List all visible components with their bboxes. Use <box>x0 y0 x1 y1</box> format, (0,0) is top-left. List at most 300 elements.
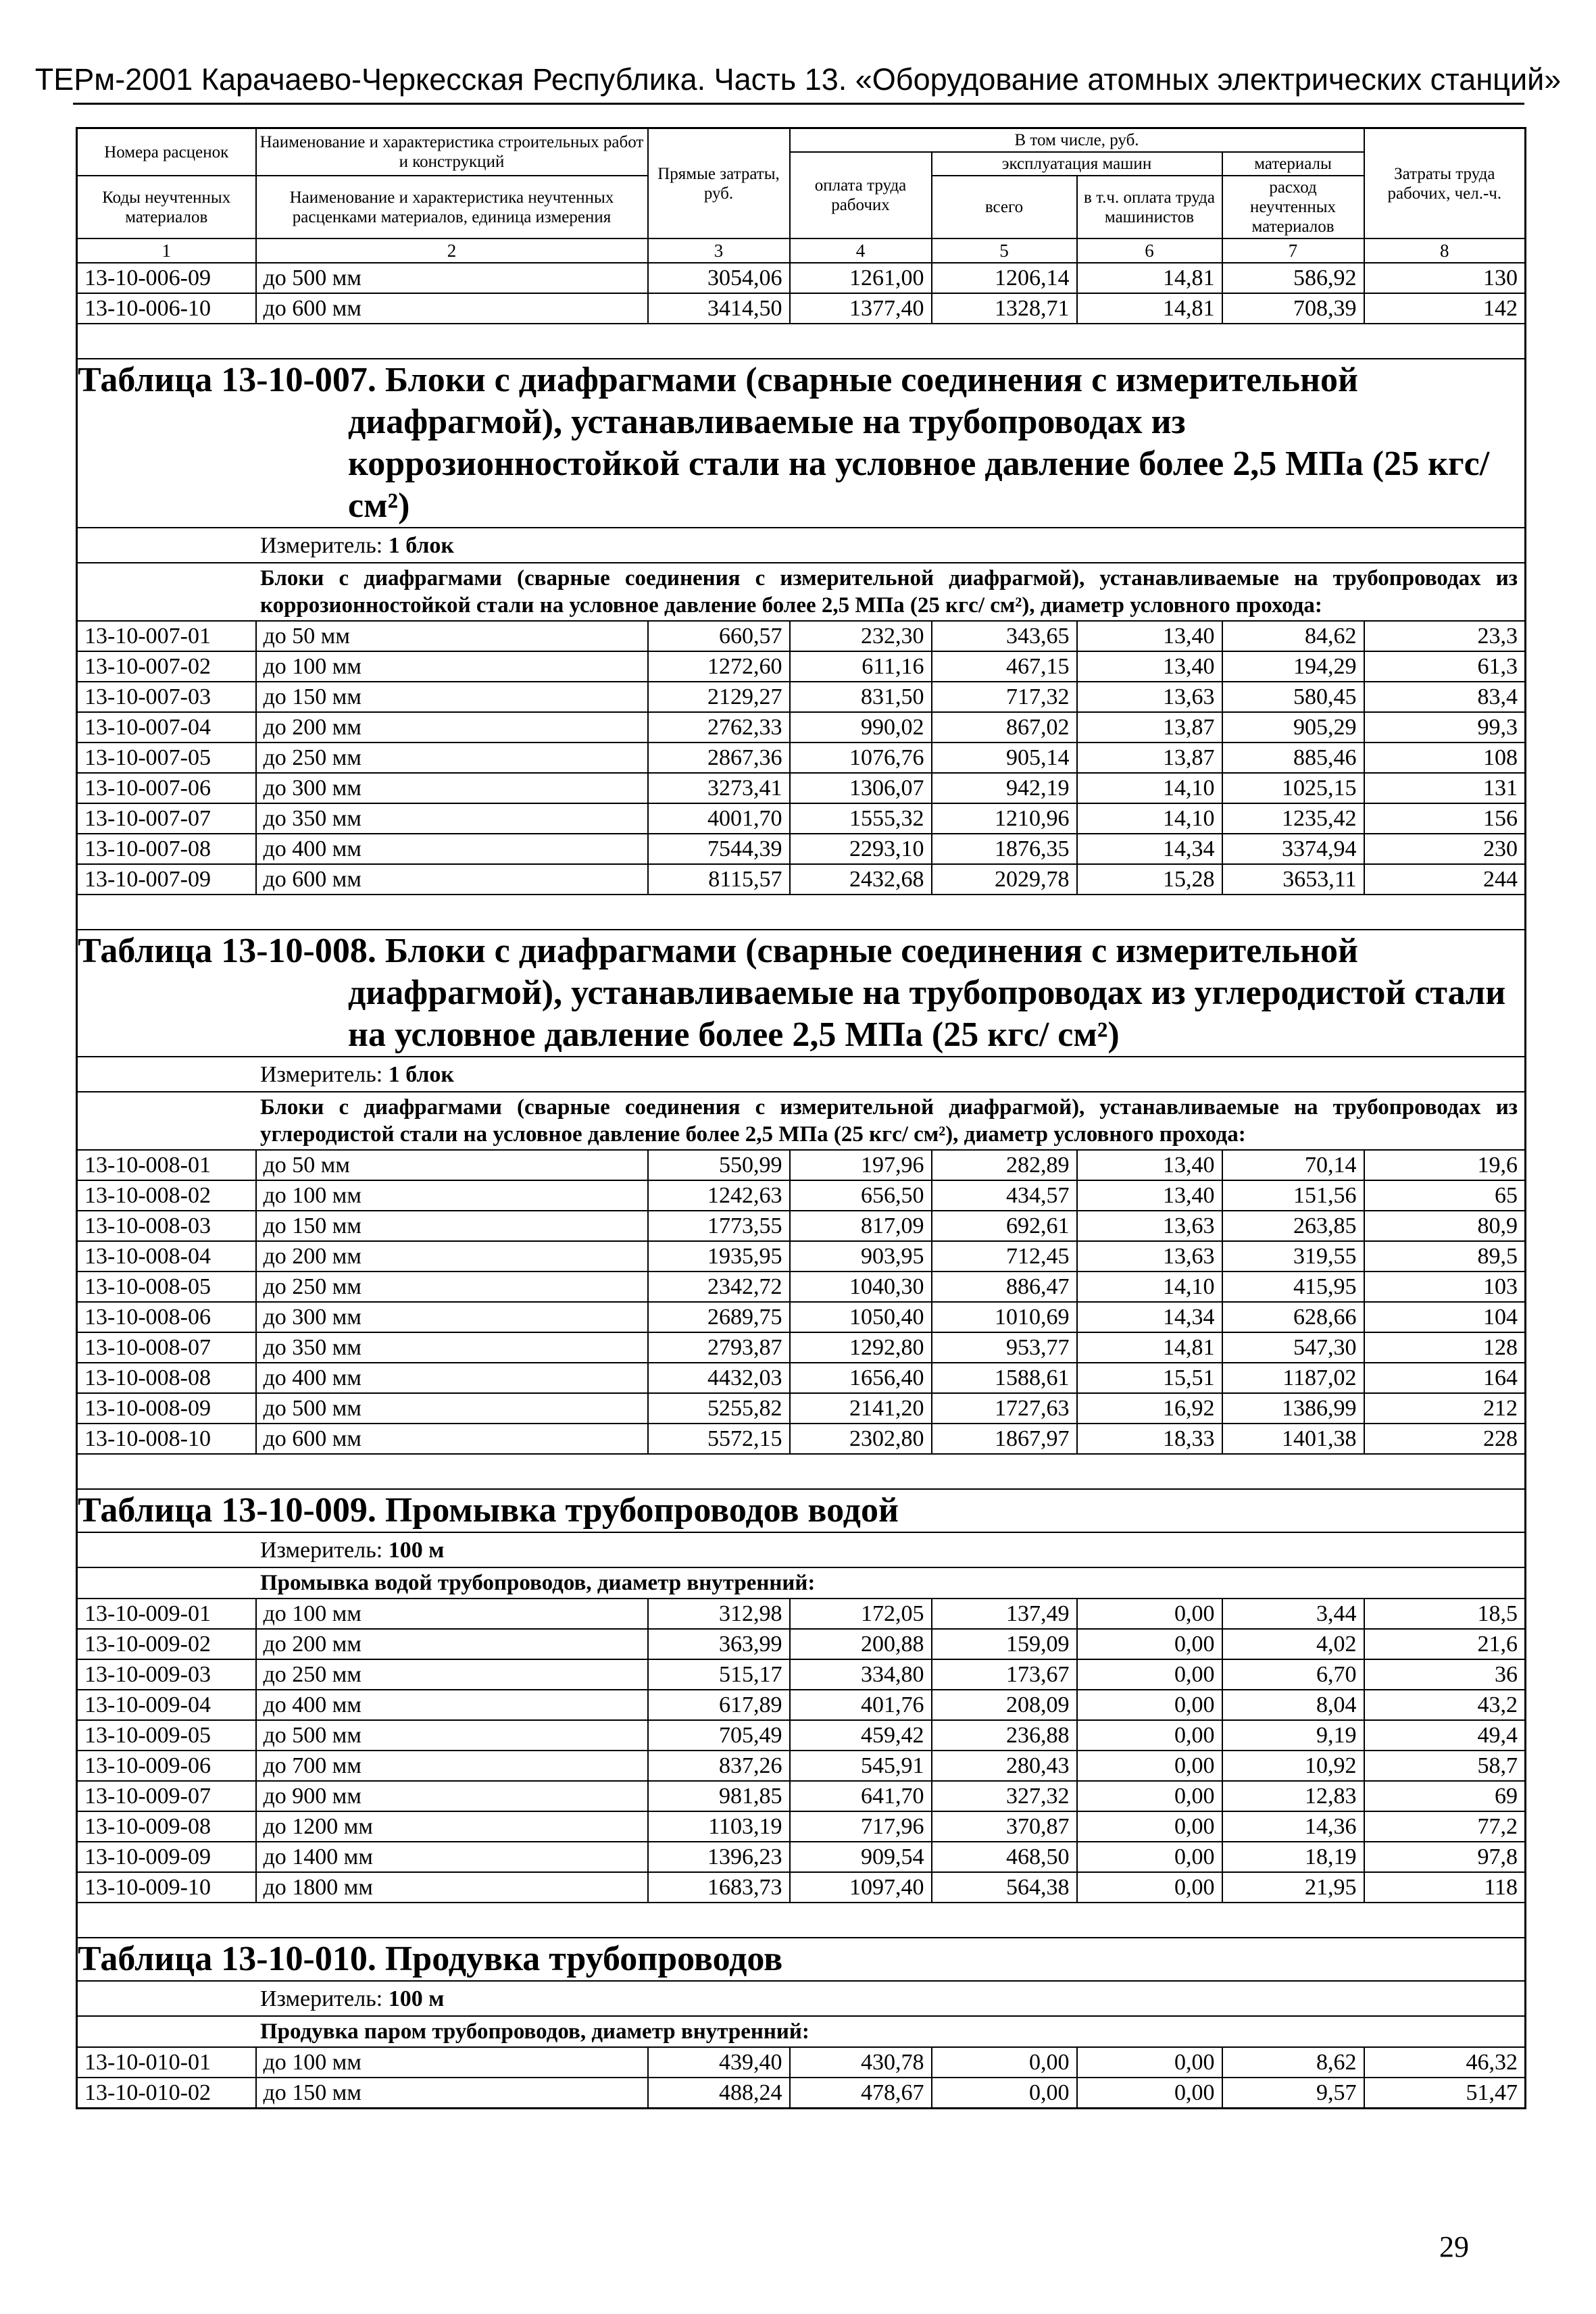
direct-costs-cell: 2762,33 <box>648 712 790 743</box>
direct-costs-cell: 488,24 <box>648 2078 790 2109</box>
rate-code-cell: 13-10-007-07 <box>77 803 256 834</box>
labor-hours-cell: 69 <box>1364 1781 1526 1811</box>
table-row <box>77 263 1526 293</box>
direct-costs-cell: 2793,87 <box>648 1332 790 1363</box>
section-subtitle-row <box>77 1092 1526 1150</box>
direct-costs-cell: 1242,63 <box>648 1180 790 1211</box>
rate-code-cell: 13-10-008-10 <box>77 1424 256 1454</box>
materials-cell: 8,04 <box>1222 1690 1364 1720</box>
materials-cell: 1386,99 <box>1222 1393 1364 1424</box>
work-description-cell: до 100 мм <box>256 1180 648 1211</box>
materials-cell: 415,95 <box>1222 1272 1364 1302</box>
section-subtitle-row <box>77 2016 1526 2047</box>
direct-costs-cell: 1396,23 <box>648 1842 790 1872</box>
direct-costs-cell: 2689,75 <box>648 1302 790 1332</box>
table-row <box>77 621 1526 651</box>
worker-wages-cell: 430,78 <box>790 2047 932 2078</box>
direct-costs-cell: 617,89 <box>648 1690 790 1720</box>
section-title-row <box>77 359 1526 528</box>
meter-value: 1 блок <box>388 1061 455 1087</box>
machinists-wages-cell: 13,87 <box>1077 743 1222 773</box>
labor-hours-cell: 131 <box>1364 773 1526 803</box>
direct-costs-cell: 4001,70 <box>648 803 790 834</box>
machines-total-cell: 1010,69 <box>932 1302 1077 1332</box>
work-description-cell: до 50 мм <box>256 1150 648 1180</box>
table-row <box>77 1302 1526 1332</box>
header-row-1 <box>77 128 1526 153</box>
column-numbers-row <box>77 238 1526 263</box>
machinists-wages-cell: 14,81 <box>1077 263 1222 293</box>
materials-cell: 3,44 <box>1222 1599 1364 1629</box>
table-row <box>77 864 1526 895</box>
section-subtitle: Продувка паром трубопроводов, диаметр внутренний: <box>77 2016 1526 2047</box>
page-header: ТЕРм-2001 Карачаево-Черкесская Республика. Часть 13. «Оборудование атомных электрических станций» <box>34 62 1562 97</box>
direct-costs-cell: 5255,82 <box>648 1393 790 1424</box>
table-row <box>77 1150 1526 1180</box>
direct-costs-cell: 5572,15 <box>648 1424 790 1454</box>
materials-cell: 9,19 <box>1222 1720 1364 1751</box>
table-row <box>77 834 1526 864</box>
col-rate-number-header: Номера расценок <box>77 128 256 176</box>
machines-total-cell: 717,32 <box>932 682 1077 712</box>
direct-costs-cell: 1773,55 <box>648 1211 790 1241</box>
machines-total-cell: 159,09 <box>932 1629 1077 1659</box>
col-including-group-header: В том числе, руб. <box>790 128 1364 153</box>
machinists-wages-cell: 13,40 <box>1077 651 1222 682</box>
worker-wages-cell: 909,54 <box>790 1842 932 1872</box>
rate-code-cell: 13-10-009-04 <box>77 1690 256 1720</box>
meter-label: Измеритель: <box>260 1061 383 1087</box>
worker-wages-cell: 641,70 <box>790 1781 932 1811</box>
worker-wages-cell: 1292,80 <box>790 1332 932 1363</box>
rate-code-cell: 13-10-009-05 <box>77 1720 256 1751</box>
machines-total-cell: 942,19 <box>932 773 1077 803</box>
labor-hours-cell: 164 <box>1364 1363 1526 1393</box>
worker-wages-cell: 2432,68 <box>790 864 932 895</box>
section-meter-row <box>77 528 1526 563</box>
materials-cell: 708,39 <box>1222 293 1364 324</box>
worker-wages-cell: 1076,76 <box>790 743 932 773</box>
machines-total-cell: 0,00 <box>932 2047 1077 2078</box>
column-number: 4 <box>790 238 932 263</box>
machines-total-cell: 282,89 <box>932 1150 1077 1180</box>
table-row <box>77 1599 1526 1629</box>
rate-code-cell: 13-10-009-07 <box>77 1781 256 1811</box>
section-meter <box>77 1532 1526 1567</box>
column-number: 1 <box>77 238 256 263</box>
machines-total-cell: 327,32 <box>932 1781 1077 1811</box>
work-description-cell: до 150 мм <box>256 1211 648 1241</box>
table-row <box>77 293 1526 324</box>
rate-code-cell: 13-10-007-04 <box>77 712 256 743</box>
col-material-codes-header: Коды неучтенных материалов <box>77 176 256 238</box>
col-machines-total-header: всего <box>932 176 1077 238</box>
worker-wages-cell: 197,96 <box>790 1150 932 1180</box>
section-title-text: Таблица 13-10-008. Блоки с диафрагмами (сварные соединения с измерительной диафрагмой), устанавливаемые на трубопроводах из углеродистой стали на условное давление более 2,5 МПа (25 кгс/ см²) <box>78 932 1506 1054</box>
rate-code-cell: 13-10-006-10 <box>77 293 256 324</box>
worker-wages-cell: 611,16 <box>790 651 932 682</box>
direct-costs-cell: 981,85 <box>648 1781 790 1811</box>
machines-total-cell: 208,09 <box>932 1690 1077 1720</box>
labor-hours-cell: 46,32 <box>1364 2047 1526 2078</box>
worker-wages-cell: 1306,07 <box>790 773 932 803</box>
labor-hours-cell: 65 <box>1364 1180 1526 1211</box>
work-description-cell: до 150 мм <box>256 2078 648 2109</box>
machines-total-cell: 137,49 <box>932 1599 1077 1629</box>
section-gap <box>77 895 1526 930</box>
table-row <box>77 1393 1526 1424</box>
column-number: 3 <box>648 238 790 263</box>
labor-hours-cell: 49,4 <box>1364 1720 1526 1751</box>
materials-cell: 4,02 <box>1222 1629 1364 1659</box>
direct-costs-cell: 363,99 <box>648 1629 790 1659</box>
labor-hours-cell: 108 <box>1364 743 1526 773</box>
section-gap <box>77 1454 1526 1489</box>
table-row <box>77 1363 1526 1393</box>
materials-cell: 3374,94 <box>1222 834 1364 864</box>
worker-wages-cell: 478,67 <box>790 2078 932 2109</box>
col-materials-header: материалы <box>1222 152 1364 176</box>
worker-wages-cell: 1656,40 <box>790 1363 932 1393</box>
worker-wages-cell: 200,88 <box>790 1629 932 1659</box>
labor-hours-cell: 228 <box>1364 1424 1526 1454</box>
labor-hours-cell: 212 <box>1364 1393 1526 1424</box>
machinists-wages-cell: 0,00 <box>1077 2047 1222 2078</box>
section-meter-row <box>77 1057 1526 1092</box>
worker-wages-cell: 459,42 <box>790 1720 932 1751</box>
rate-code-cell: 13-10-009-08 <box>77 1811 256 1842</box>
rate-code-cell: 13-10-007-05 <box>77 743 256 773</box>
materials-cell: 1025,15 <box>1222 773 1364 803</box>
labor-hours-cell: 83,4 <box>1364 682 1526 712</box>
rate-code-cell: 13-10-007-02 <box>77 651 256 682</box>
rate-code-cell: 13-10-009-02 <box>77 1629 256 1659</box>
rate-code-cell: 13-10-010-01 <box>77 2047 256 2078</box>
table-row <box>77 1332 1526 1363</box>
section-gap <box>77 895 1526 930</box>
direct-costs-cell: 3414,50 <box>648 293 790 324</box>
labor-hours-cell: 156 <box>1364 803 1526 834</box>
rate-code-cell: 13-10-008-01 <box>77 1150 256 1180</box>
labor-hours-cell: 244 <box>1364 864 1526 895</box>
direct-costs-cell: 550,99 <box>648 1150 790 1180</box>
column-number: 6 <box>1077 238 1222 263</box>
rate-code-cell: 13-10-008-08 <box>77 1363 256 1393</box>
rate-code-cell: 13-10-008-04 <box>77 1241 256 1272</box>
machines-total-cell: 692,61 <box>932 1211 1077 1241</box>
machinists-wages-cell: 15,51 <box>1077 1363 1222 1393</box>
labor-hours-cell: 230 <box>1364 834 1526 864</box>
direct-costs-cell: 312,98 <box>648 1599 790 1629</box>
work-description-cell: до 250 мм <box>256 1659 648 1690</box>
machinists-wages-cell: 14,10 <box>1077 1272 1222 1302</box>
section-meter-row <box>77 1532 1526 1567</box>
labor-hours-cell: 80,9 <box>1364 1211 1526 1241</box>
machines-total-cell: 468,50 <box>932 1842 1077 1872</box>
work-description-cell: до 700 мм <box>256 1751 648 1781</box>
direct-costs-cell: 515,17 <box>648 1659 790 1690</box>
labor-hours-cell: 77,2 <box>1364 1811 1526 1842</box>
machines-total-cell: 886,47 <box>932 1272 1077 1302</box>
labor-hours-cell: 19,6 <box>1364 1150 1526 1180</box>
column-number: 7 <box>1222 238 1364 263</box>
labor-hours-cell: 89,5 <box>1364 1241 1526 1272</box>
section-gap <box>77 324 1526 359</box>
work-description-cell: до 400 мм <box>256 834 648 864</box>
meter-label: Измеритель: <box>260 532 383 558</box>
work-description-cell: до 100 мм <box>256 651 648 682</box>
col-material-names-header: Наименование и характеристика неучтенных расценками материалов, единица измерения <box>256 176 648 238</box>
machinists-wages-cell: 0,00 <box>1077 1811 1222 1842</box>
machinists-wages-cell: 0,00 <box>1077 1872 1222 1903</box>
materials-cell: 12,83 <box>1222 1781 1364 1811</box>
worker-wages-cell: 1050,40 <box>790 1302 932 1332</box>
worker-wages-cell: 401,76 <box>790 1690 932 1720</box>
direct-costs-cell: 1272,60 <box>648 651 790 682</box>
rate-code-cell: 13-10-008-06 <box>77 1302 256 1332</box>
worker-wages-cell: 903,95 <box>790 1241 932 1272</box>
worker-wages-cell: 831,50 <box>790 682 932 712</box>
direct-costs-cell: 705,49 <box>648 1720 790 1751</box>
section-meter <box>77 528 1526 563</box>
table-row <box>77 773 1526 803</box>
work-description-cell: до 200 мм <box>256 712 648 743</box>
col-wages-header: оплата труда рабочих <box>790 152 932 238</box>
section-gap <box>77 1903 1526 1938</box>
materials-cell: 263,85 <box>1222 1211 1364 1241</box>
section-subtitle: Блоки с диафрагмами (сварные соединения с измерительной диафрагмой), устанавливаемые на трубопроводах из углеродистой стали на условное давление более 2,5 МПа (25 кгс/ см²), диаметр условного прохода: <box>77 1092 1526 1150</box>
machinists-wages-cell: 13,63 <box>1077 682 1222 712</box>
table-row <box>77 2078 1526 2109</box>
machines-total-cell: 173,67 <box>932 1659 1077 1690</box>
work-description-cell: до 1800 мм <box>256 1872 648 1903</box>
worker-wages-cell: 1555,32 <box>790 803 932 834</box>
table-row <box>77 1272 1526 1302</box>
column-number: 5 <box>932 238 1077 263</box>
materials-cell: 586,92 <box>1222 263 1364 293</box>
rate-code-cell: 13-10-009-06 <box>77 1751 256 1781</box>
work-description-cell: до 350 мм <box>256 803 648 834</box>
work-description-cell: до 350 мм <box>256 1332 648 1363</box>
labor-hours-cell: 142 <box>1364 293 1526 324</box>
machinists-wages-cell: 14,10 <box>1077 803 1222 834</box>
materials-cell: 547,30 <box>1222 1332 1364 1363</box>
machinists-wages-cell: 14,34 <box>1077 1302 1222 1332</box>
col-machines-header: эксплуатация машин <box>932 152 1222 176</box>
direct-costs-cell: 2867,36 <box>648 743 790 773</box>
machines-total-cell: 905,14 <box>932 743 1077 773</box>
direct-costs-cell: 1683,73 <box>648 1872 790 1903</box>
rate-code-cell: 13-10-008-07 <box>77 1332 256 1363</box>
materials-cell: 8,62 <box>1222 2047 1364 2078</box>
direct-costs-cell: 660,57 <box>648 621 790 651</box>
work-description-cell: до 500 мм <box>256 263 648 293</box>
machines-total-cell: 236,88 <box>932 1720 1077 1751</box>
worker-wages-cell: 717,96 <box>790 1811 932 1842</box>
machines-total-cell: 564,38 <box>932 1872 1077 1903</box>
col-materials-spend-header: расход неучтенных материалов <box>1222 176 1364 238</box>
section-title <box>77 930 1526 1057</box>
machinists-wages-cell: 14,34 <box>1077 834 1222 864</box>
section-subtitle-row <box>77 1567 1526 1599</box>
rate-code-cell: 13-10-009-01 <box>77 1599 256 1629</box>
labor-hours-cell: 99,3 <box>1364 712 1526 743</box>
work-description-cell: до 200 мм <box>256 1241 648 1272</box>
direct-costs-cell: 3273,41 <box>648 773 790 803</box>
machinists-wages-cell: 0,00 <box>1077 1751 1222 1781</box>
machinists-wages-cell: 13,63 <box>1077 1211 1222 1241</box>
rate-code-cell: 13-10-007-01 <box>77 621 256 651</box>
direct-costs-cell: 8115,57 <box>648 864 790 895</box>
machinists-wages-cell: 16,92 <box>1077 1393 1222 1424</box>
machines-total-cell: 1727,63 <box>932 1393 1077 1424</box>
materials-cell: 21,95 <box>1222 1872 1364 1903</box>
table-row <box>77 1781 1526 1811</box>
machines-total-cell: 370,87 <box>932 1811 1077 1842</box>
machines-total-cell: 467,15 <box>932 651 1077 682</box>
machinists-wages-cell: 13,40 <box>1077 1180 1222 1211</box>
worker-wages-cell: 545,91 <box>790 1751 932 1781</box>
machines-total-cell: 1588,61 <box>932 1363 1077 1393</box>
meter-value: 100 м <box>388 1986 445 2011</box>
col-work-name-header: Наименование и характеристика строительных работ и конструкций <box>256 128 648 176</box>
materials-cell: 151,56 <box>1222 1180 1364 1211</box>
materials-cell: 1401,38 <box>1222 1424 1364 1454</box>
table-row <box>77 651 1526 682</box>
direct-costs-cell: 439,40 <box>648 2047 790 2078</box>
work-description-cell: до 600 мм <box>256 293 648 324</box>
work-description-cell: до 250 мм <box>256 1272 648 1302</box>
machinists-wages-cell: 14,10 <box>1077 773 1222 803</box>
meter-label: Измеритель: <box>260 1537 383 1563</box>
machinists-wages-cell: 18,33 <box>1077 1424 1222 1454</box>
machinists-wages-cell: 0,00 <box>1077 1629 1222 1659</box>
labor-hours-cell: 118 <box>1364 1872 1526 1903</box>
section-meter <box>77 1057 1526 1092</box>
work-description-cell: до 500 мм <box>256 1720 648 1751</box>
machines-total-cell: 712,45 <box>932 1241 1077 1272</box>
machinists-wages-cell: 0,00 <box>1077 1720 1222 1751</box>
labor-hours-cell: 128 <box>1364 1332 1526 1363</box>
worker-wages-cell: 1377,40 <box>790 293 932 324</box>
rate-code-cell: 13-10-007-03 <box>77 682 256 712</box>
work-description-cell: до 150 мм <box>256 682 648 712</box>
materials-cell: 10,92 <box>1222 1751 1364 1781</box>
worker-wages-cell: 2141,20 <box>790 1393 932 1424</box>
machinists-wages-cell: 0,00 <box>1077 2078 1222 2109</box>
work-description-cell: до 1400 мм <box>256 1842 648 1872</box>
section-title-row <box>77 1489 1526 1532</box>
machines-total-cell: 2029,78 <box>932 864 1077 895</box>
section-title <box>77 1938 1526 1981</box>
machines-total-cell: 1328,71 <box>932 293 1077 324</box>
rate-code-cell: 13-10-006-09 <box>77 263 256 293</box>
table-row <box>77 1629 1526 1659</box>
table-row <box>77 1842 1526 1872</box>
section-subtitle-row <box>77 563 1526 621</box>
work-description-cell: до 200 мм <box>256 1629 648 1659</box>
section-gap <box>77 1454 1526 1489</box>
table-row <box>77 1872 1526 1903</box>
direct-costs-cell: 1935,95 <box>648 1241 790 1272</box>
direct-costs-cell: 2342,72 <box>648 1272 790 1302</box>
worker-wages-cell: 172,05 <box>790 1599 932 1629</box>
worker-wages-cell: 1097,40 <box>790 1872 932 1903</box>
direct-costs-cell: 2129,27 <box>648 682 790 712</box>
materials-cell: 6,70 <box>1222 1659 1364 1690</box>
worker-wages-cell: 656,50 <box>790 1180 932 1211</box>
rate-code-cell: 13-10-008-02 <box>77 1180 256 1211</box>
machinists-wages-cell: 13,40 <box>1077 621 1222 651</box>
worker-wages-cell: 2302,80 <box>790 1424 932 1454</box>
rate-code-cell: 13-10-007-06 <box>77 773 256 803</box>
machinists-wages-cell: 13,63 <box>1077 1241 1222 1272</box>
direct-costs-cell: 1103,19 <box>648 1811 790 1842</box>
table-row <box>77 1811 1526 1842</box>
table-row <box>77 682 1526 712</box>
materials-cell: 628,66 <box>1222 1302 1364 1332</box>
work-description-cell: до 1200 мм <box>256 1811 648 1842</box>
materials-cell: 9,57 <box>1222 2078 1364 2109</box>
machines-total-cell: 0,00 <box>932 2078 1077 2109</box>
section-title-text: Таблица 13-10-010. Продувка трубопроводов <box>78 1940 783 1978</box>
table-row <box>77 803 1526 834</box>
machines-total-cell: 953,77 <box>932 1332 1077 1363</box>
section-gap <box>77 1903 1526 1938</box>
labor-hours-cell: 18,5 <box>1364 1599 1526 1629</box>
work-description-cell: до 300 мм <box>256 773 648 803</box>
machines-total-cell: 1210,96 <box>932 803 1077 834</box>
worker-wages-cell: 817,09 <box>790 1211 932 1241</box>
machines-total-cell: 1867,97 <box>932 1424 1077 1454</box>
table-row <box>77 1659 1526 1690</box>
section-subtitle: Блоки с диафрагмами (сварные соединения с измерительной диафрагмой), устанавливаемые на трубопроводах из коррозионностойкой стали на условное давление более 2,5 МПа (25 кгс/ см²), диаметр условного прохода: <box>77 563 1526 621</box>
machinists-wages-cell: 15,28 <box>1077 864 1222 895</box>
work-description-cell: до 400 мм <box>256 1690 648 1720</box>
work-description-cell: до 600 мм <box>256 864 648 895</box>
rate-code-cell: 13-10-010-02 <box>77 2078 256 2109</box>
materials-cell: 194,29 <box>1222 651 1364 682</box>
labor-hours-cell: 36 <box>1364 1659 1526 1690</box>
direct-costs-cell: 4432,03 <box>648 1363 790 1393</box>
rate-code-cell: 13-10-009-10 <box>77 1872 256 1903</box>
labor-hours-cell: 104 <box>1364 1302 1526 1332</box>
section-meter-row <box>77 1981 1526 2016</box>
machines-total-cell: 280,43 <box>932 1751 1077 1781</box>
section-gap <box>77 324 1526 359</box>
machinists-wages-cell: 14,81 <box>1077 1332 1222 1363</box>
materials-cell: 580,45 <box>1222 682 1364 712</box>
work-description-cell: до 100 мм <box>256 1599 648 1629</box>
worker-wages-cell: 1040,30 <box>790 1272 932 1302</box>
column-number: 2 <box>256 238 648 263</box>
section-title <box>77 359 1526 528</box>
materials-cell: 18,19 <box>1222 1842 1364 1872</box>
materials-cell: 1235,42 <box>1222 803 1364 834</box>
column-number: 8 <box>1364 238 1526 263</box>
rates-table <box>76 127 1526 2109</box>
work-description-cell: до 500 мм <box>256 1393 648 1424</box>
table-row <box>77 743 1526 773</box>
table-row <box>77 2047 1526 2078</box>
materials-cell: 14,36 <box>1222 1811 1364 1842</box>
labor-hours-cell: 103 <box>1364 1272 1526 1302</box>
rate-code-cell: 13-10-009-03 <box>77 1659 256 1690</box>
work-description-cell: до 50 мм <box>256 621 648 651</box>
labor-hours-cell: 61,3 <box>1364 651 1526 682</box>
machinists-wages-cell: 0,00 <box>1077 1659 1222 1690</box>
worker-wages-cell: 2293,10 <box>790 834 932 864</box>
